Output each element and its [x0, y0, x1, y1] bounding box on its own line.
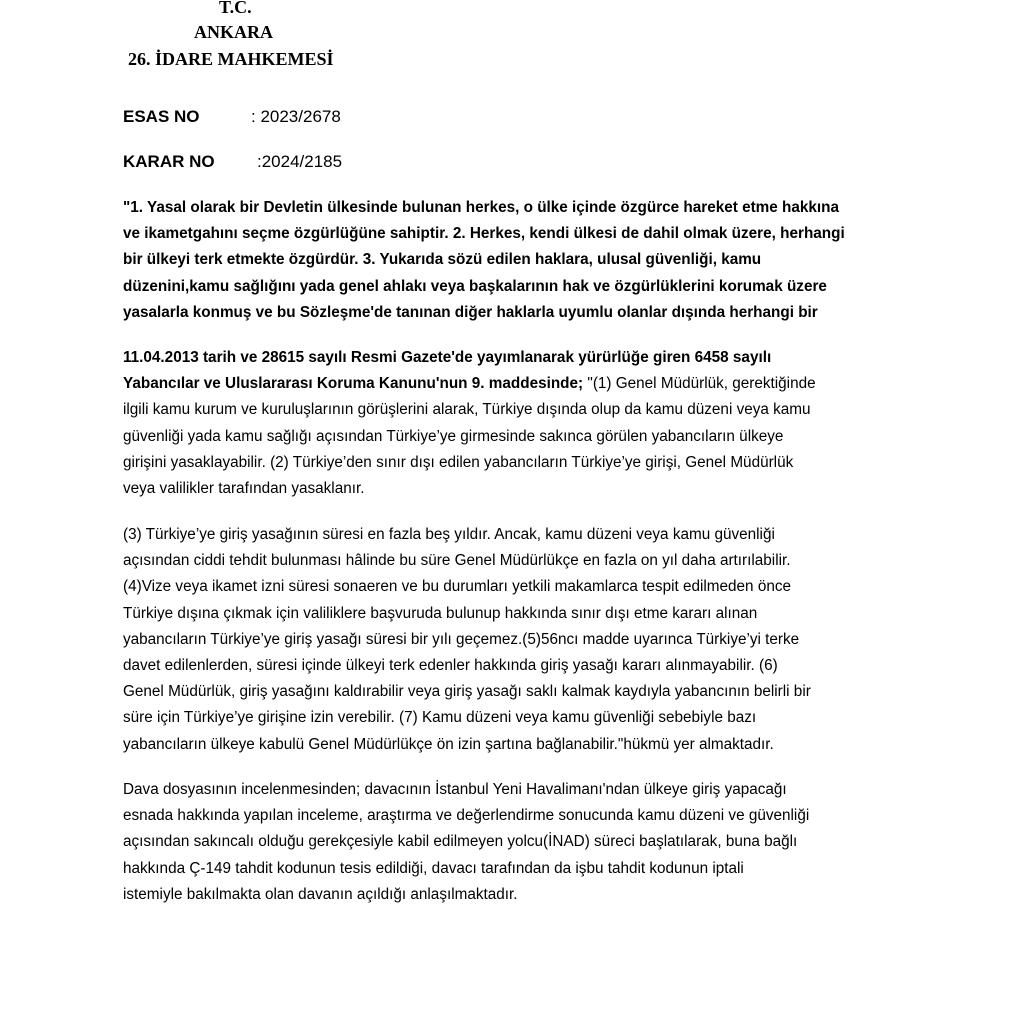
- esas-no-value: : 2023/2678: [251, 107, 341, 126]
- law-reference: Yabancılar ve Uluslararası Koruma Kanunu'nun 9. maddesinde;: [123, 375, 584, 393]
- paragraph-line: 11.04.2013 tarih ve 28615 sayılı Resmi Gazete'de yayımlanarak yürürlüğe giren 6458 sayılı: [123, 349, 772, 366]
- paragraph-line: süre için Türkiye’ye girişine izin verebilir. (7) Kamu düzeni veya kamu güvenliği sebebiyle bazı: [123, 709, 757, 727]
- law-article-paragraph: [123, 345, 913, 502]
- paragraph-line: Türkiye dışına çıkmak için valiliklere başvuruda bulunup hakkında sınır dışı etme kararı alınan: [123, 604, 758, 622]
- paragraph-line: veya valilikler tarafından yasaklanır.: [123, 480, 365, 498]
- karar-no-row: [123, 152, 343, 172]
- paragraph-line: yabancıların Türkiye’ye giriş yasağı süresi bir yılı geçemez.(5)56ncı madde uyarınca Türkiye’yi terke: [123, 630, 800, 648]
- paragraph-line: güvenliği yada kamu sağlığı açısından Türkiye’ye girmesinde sakınca görülen yabancıların ülkeye: [123, 427, 784, 445]
- paragraph-line: esnada hakkında yapılan inceleme, araştırma ve değerlendirme sonucunda kamu düzeni ve güvenliği: [123, 807, 810, 825]
- paragraph-line: girişini yasaklayabilir. (2) Türkiye’den sınır dışı edilen yabancıların Türkiye’ye girişi, Genel Müdürlük: [123, 453, 794, 471]
- paragraph-line: (4)Vize veya ikamet izni süresi sonaeren ve bu durumları yetkili makamlarca tespit edilmeden önce: [123, 578, 791, 596]
- paragraph-line: açısından ciddi tehdit bulunması hâlinde bu süre Genel Müdürlükçe en fazla on yıl daha artırılabilir.: [123, 552, 791, 570]
- header-city: ANKARA: [194, 22, 273, 42]
- convention-quote-paragraph: [123, 195, 913, 326]
- paragraph-line: davet edilenlerden, süresi içinde ülkeyi terk edenler hakkında giriş yasağı kararı alınmayabilir. (6): [123, 657, 778, 675]
- paragraph-line: ve ikametgahını seçme özgürlüğüne sahiptir. 2. Herkes, kendi ülkesi de dahil olmak üzere, herhangi: [123, 225, 845, 243]
- law-text-start: "(1) Genel Müdürlük, gerektiğinde: [583, 375, 816, 393]
- header-court-name: 26. İDARE MAHKEMESİ: [128, 49, 334, 69]
- case-summary-paragraph: [123, 777, 913, 908]
- paragraph-line: yasalarla konmuş ve bu Sözleşme'de tanınan diğer haklarla uyumlu olanlar dışında herhangi bir: [123, 303, 818, 321]
- paragraph-line: Genel Müdürlük, giriş yasağını kaldırabilir veya giriş yasağı saklı kalmak kaydıyla yabancının belirli bir: [123, 683, 811, 701]
- paragraph-line: düzenini,kamu sağlığını yada genel ahlakı veya başkalarının hak ve özgürlüklerini korumak üzere: [123, 277, 827, 295]
- header-tc: T.C.: [219, 0, 252, 17]
- paragraph-line: bir ülkeyi terk etmekte özgürdür. 3. Yukarıda sözü edilen haklara, ulusal güvenliği, kamu: [123, 251, 762, 269]
- paragraph-line: "1. Yasal olarak bir Devletin ülkesinde bulunan herkes, o ülke içinde özgürce hareket etme hakkına: [123, 199, 840, 216]
- karar-no-value: :2024/2185: [257, 152, 343, 171]
- paragraph-line: ilgili kamu kurum ve kuruluşlarının görüşlerini alarak, Türkiye dışında olup da kamu düzeni veya kamu: [123, 401, 811, 419]
- paragraph-line: açısından sakıncalı olduğu gerekçesiyle kabil edilmeyen yolcu(İNAD) süreci başlatılarak, buna bağlı: [123, 833, 798, 851]
- entry-ban-terms-paragraph: [123, 522, 913, 758]
- paragraph-line: (3) Türkiye’ye giriş yasağının süresi en fazla beş yıldır. Ancak, kamu düzeni veya kamu güvenliği: [123, 526, 775, 543]
- paragraph-line: yabancıların ülkeye kabulü Genel Müdürlükçe ön izin şartına bağlanabilir."hükmü yer almaktadır.: [123, 735, 774, 753]
- karar-no-label: KARAR NO: [123, 152, 215, 171]
- paragraph-line: hakkında Ç-149 tahdit kodunun tesis edildiği, davacı tarafından da işbu tahdit kodunun iptali: [123, 859, 744, 877]
- paragraph-line: istemiyle bakılmakta olan davanın açıldığı anlaşılmaktadır.: [123, 885, 518, 903]
- paragraph-line: Dava dosyasının incelenmesinden; davacının İstanbul Yeni Havalimanı'ndan ülkeye giriş yapacağı: [123, 781, 787, 798]
- esas-no-row: [123, 107, 341, 127]
- esas-no-label: ESAS NO: [123, 107, 200, 126]
- paragraph-line: [123, 371, 913, 397]
